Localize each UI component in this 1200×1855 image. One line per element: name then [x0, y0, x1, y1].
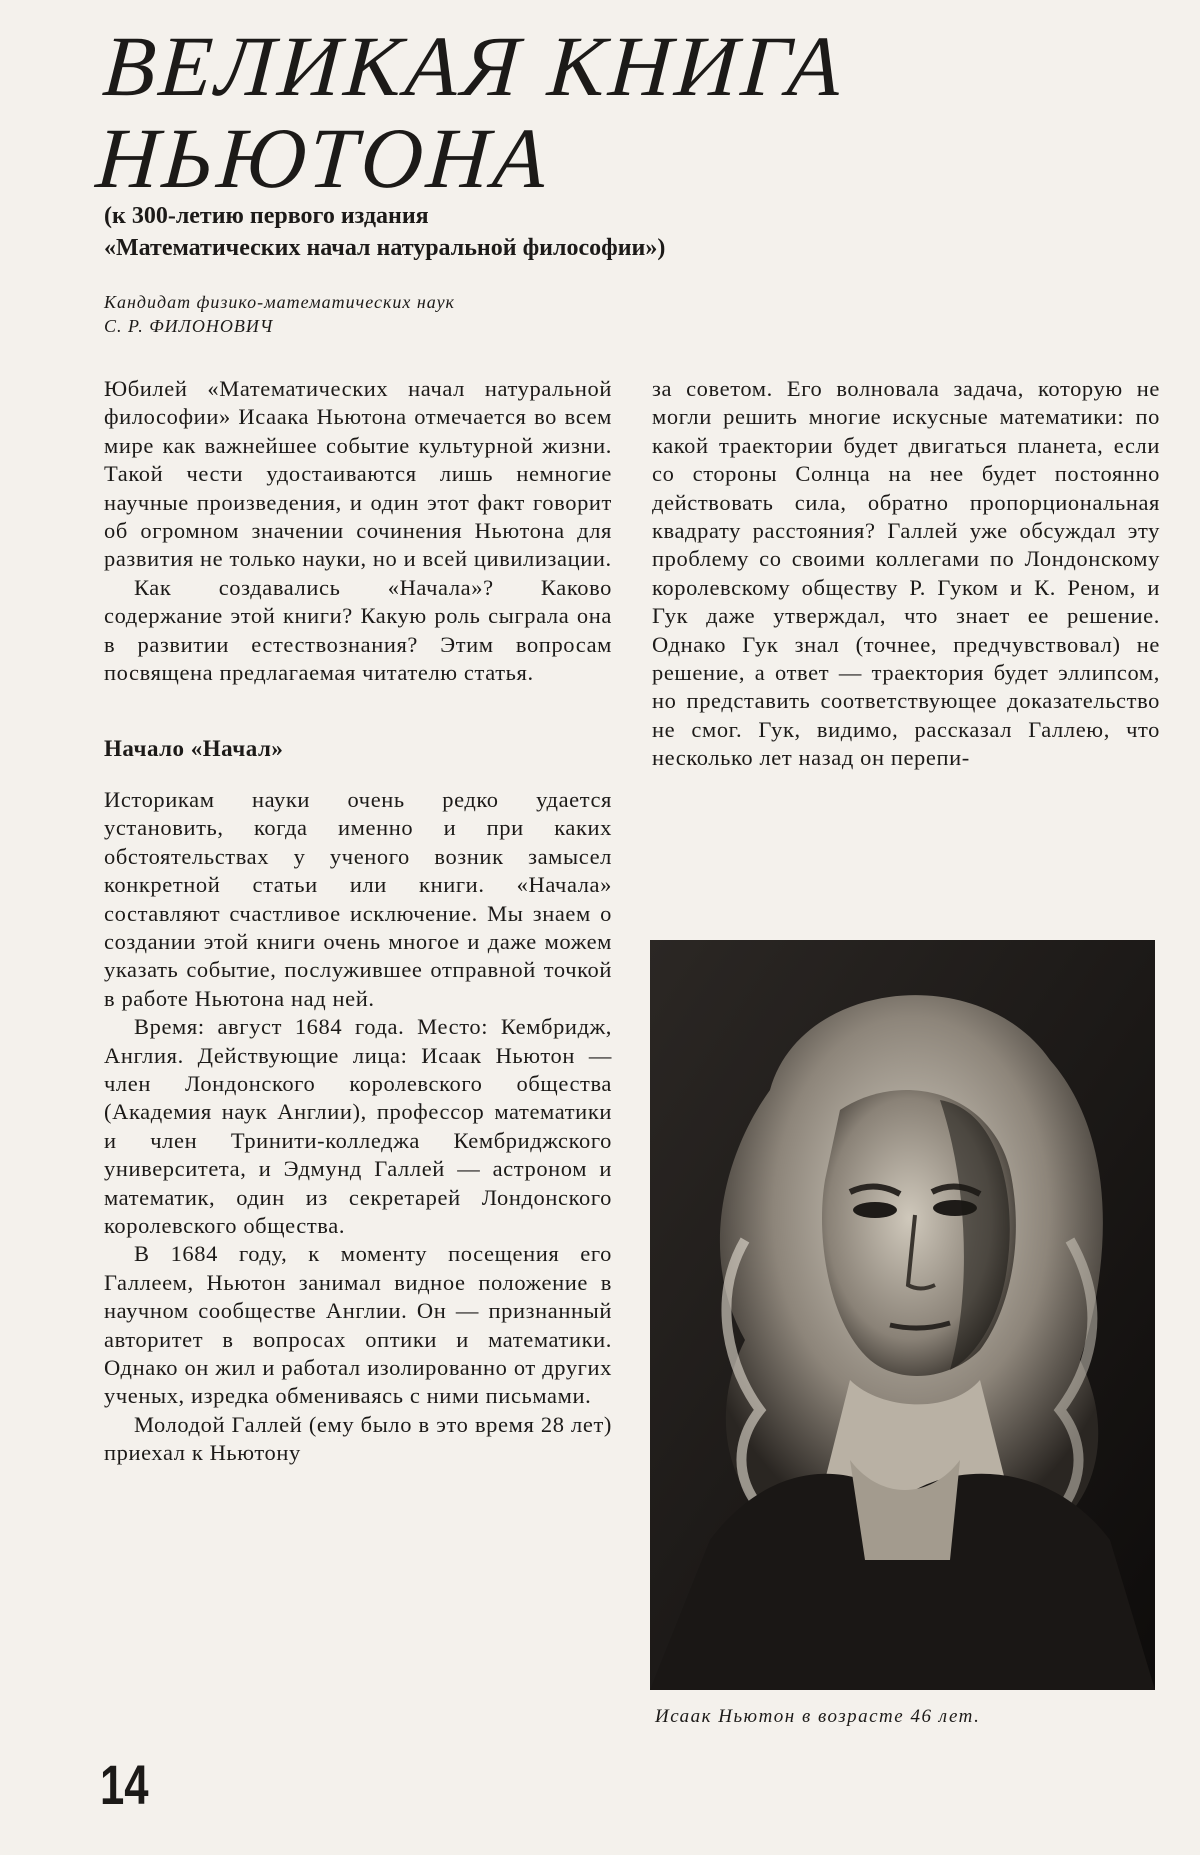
subtitle-line-2: «Математических начал натуральной философии»): [104, 235, 666, 261]
paragraph: Молодой Галлей (ему было в это время 28 лет) приехал к Ньютону: [104, 1411, 612, 1466]
paragraph: В 1684 году, к моменту посещения его Галлеем, Ньютон занимал видное положение в научном сообществе Англии. Он — признанный авторитет в вопросах оптики и математики. Однако он жил и работал изолированно от других ученых, изредка обмениваясь с ними письмами.: [104, 1241, 612, 1409]
paragraph: Юбилей «Математических начал натуральной философии» Исаака Ньютона отмечается во всем мире как важнейшее событие культурной жизни. Такой чести удостаиваются лишь немногие научные произведения, и один этот факт говорит об огромном значении сочинения Ньютона для развития не только науки, но и всей цивилизации.: [104, 376, 612, 572]
left-column: [104, 375, 612, 1468]
author-block: [104, 290, 455, 338]
figure-caption: Исаак Ньютон в возрасте 46 лет.: [655, 1706, 981, 1727]
paragraph: Как создавались «Начала»? Каково содержание этой книги? Какую роль сыграла она в развитии естествознания? Этим вопросам посвящена предлагаемая читателю статья.: [104, 574, 612, 686]
newton-portrait: [650, 940, 1155, 1690]
paragraph: Историкам науки очень редко удается установить, когда именно и при каких обстоятельствах у ученого возник замысел конкретной статьи или книги. «Начала» составляют счастливое исключение. Мы знаем о создании этой книги очень многое и даже можем указать событие, послужившее отправной точкой в работе Ньютона над ней.: [104, 786, 612, 1011]
title-line-2: НЬЮТОНА: [93, 110, 554, 206]
title-line-1: ВЕЛИКАЯ КНИГА: [99, 18, 848, 114]
portrait-illustration: [650, 940, 1155, 1690]
paragraph: Время: август 1684 года. Место: Кембридж, Англия. Действующие лица: Исаак Ньютон — член Лондонского королевского общества (Академия наук Англии), профессор математики и член Тринити-колледжа Кембриджского университета, и Эдмунд Галлей — астроном и математик, один из секретарей Лондонского королевского общества.: [104, 1014, 612, 1238]
right-column: [652, 375, 1160, 773]
paragraph: за советом. Его волновала задача, которую не могли решить многие искусные математики: по какой траектории будет двигаться планета, если со стороны Солнца на нее будет постоянно действовать сила, обратно пропорциональная квадрату расстояния? Галлей уже обсуждал эту проблему со своими коллегами по Лондонскому королевскому обществу Р. Гуком и К. Реном, и Гук даже утверждал, что знает ее решение. Однако Гук знал (точнее, предчувствовал) не решение, а ответ — траектория будет эллипсом, но представить соответствующее доказательство не смог. Гук, видимо, рассказал Галлею, что несколько лет назад он перепи-: [652, 376, 1160, 771]
article-title: [94, 20, 848, 204]
subtitle-line-1: (к 300-летию первого издания: [104, 203, 429, 229]
section-heading: Начало «Начал»: [104, 736, 284, 762]
author-credential: Кандидат физико-математических наук: [104, 292, 455, 312]
author-name: С. Р. ФИЛОНОВИЧ: [104, 316, 274, 336]
page-number: 14: [100, 1753, 149, 1816]
article-subtitle: [104, 200, 665, 264]
